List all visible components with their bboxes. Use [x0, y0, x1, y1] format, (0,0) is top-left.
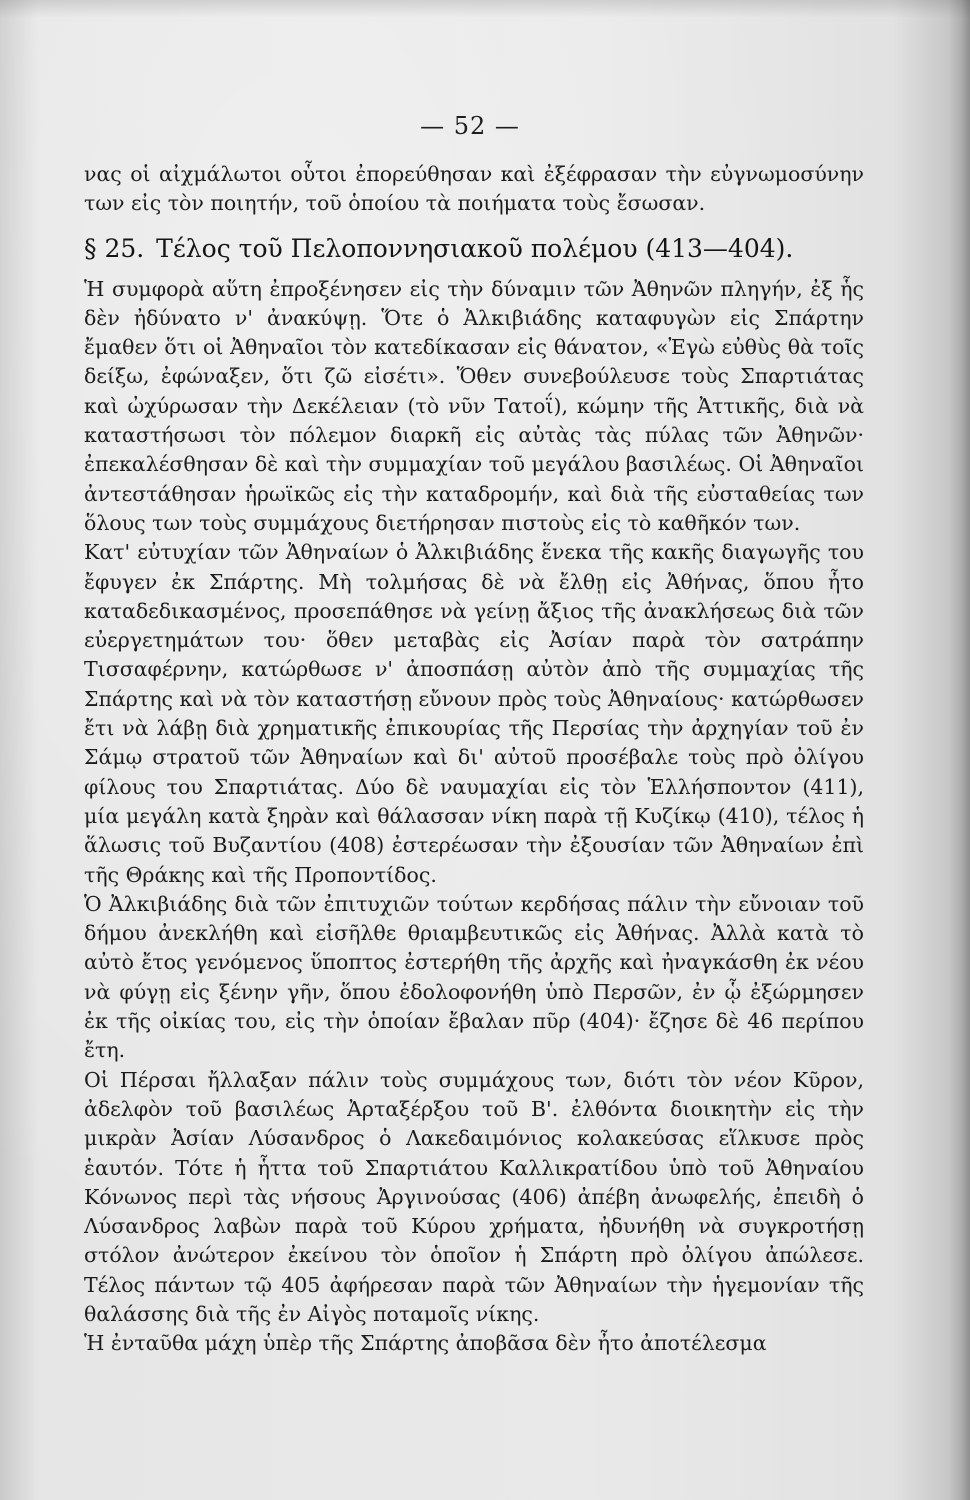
page-number: — 52 — — [420, 112, 520, 140]
section-heading — [84, 229, 864, 269]
paragraph: Ὁ Ἀλκιβιάδης διὰ τῶν ἐπιτυχιῶν τούτων κερδήσας πάλιν τὴν εὔνοιαν τοῦ δήμου ἀνεκλήθη καὶ εἰσῆλθε θριαμβευτικῶς εἰς Ἀθήνας. Ἀλλὰ κατὰ τὸ αὐτὸ ἔτος γενόμενος ὕποπτος ἐστερήθη τῆς ἀρχῆς καὶ ἠναγκάσθη ἐκ νέου νὰ φύγῃ εἰς ξένην γῆν, ὅπου ἐδολοφονήθη ὑπὸ Περσῶν, ἐν ᾧ ἐξώρμησεν ἐκ τῆς οἰκίας του, εἰς τὴν ὁποίαν ἔβαλαν πῦρ (404)· ἔζησε δὲ 46 περίπου ἔτη. — [84, 891, 864, 1063]
paragraph: Ἡ ἐνταῦθα μάχη ὑπὲρ τῆς Σπάρτης ἀποβᾶσα δὲν ἦτο ἀποτέλεσμα — [84, 1331, 767, 1356]
page-top-shadow — [0, 0, 970, 18]
body-text — [84, 160, 864, 1359]
page-right-shadow — [948, 0, 970, 1500]
continuation-paragraph: νας οἱ αἰχμάλωτοι οὗτοι ἐπορεύθησαν καὶ ἐξέφρασαν τὴν εὐγνωμοσύνην των εἰς τὸν ποιητήν, τοῦ ὁποίου τὰ ποιήματα τοὺς ἔσωσαν. — [84, 162, 864, 216]
paragraph: Οἱ Πέρσαι ἤλλαξαν πάλιν τοὺς συμμάχους των, διότι τὸν νέον Κῦρον, ἀδελφὸν τοῦ βασιλέως Ἀρταξέρξου τοῦ Β'. ἐλθόντα διοικητὴν εἰς τὴν μικρὰν Ἀσίαν Λύσανδρος ὁ Λακεδαιμόνιος κολακεύσας εἵλκυσε πρὸς ἑαυτόν. Τότε ἡ ἧττα τοῦ Σπαρτιάτου Καλλικρατίδου ὑπὸ τοῦ Ἀθηναίου Κόνωνος περὶ τὰς νήσους Ἀργινούσας (406) ἀπέβη ἀνωφελής, ἐπειδὴ ὁ Λύσανδρος λαβὼν παρὰ τοῦ Κύρου χρήματα, ἠδυνήθη νὰ συγκροτήσῃ στόλον ἀνώτερον ἐκείνου τὸν ὁποῖον ἡ Σπάρτη πρὸ ὀλίγου ἀπώλεσε. Τέλος πάντων τῷ 405 ἀφήρεσαν παρὰ τῶν Ἀθηναίων τὴν ἡγεμονίαν τῆς θαλάσσης διὰ τῆς ἐν Αἰγὸς ποταμοῖς νίκης. — [84, 1067, 864, 1326]
section-title: Τέλος τοῦ Πελοποννησιακοῦ πολέμου (413—404). — [156, 233, 794, 263]
section-number: § 25. — [84, 233, 145, 263]
paragraph: Ἡ συμφορὰ αὕτη ἐπροξένησεν εἰς τὴν δύναμιν τῶν Ἀθηνῶν πληγήν, ἐξ ἧς δὲν ἠδύνατο ν' ἀνακύψῃ. Ὅτε ὁ Ἀλκιβιάδης καταφυγὼν εἰς Σπάρτην ἔμαθεν ὅτι οἱ Ἀθηναῖοι τὸν κατεδίκασαν εἰς θάνατον, «Ἐγὼ εὐθὺς θὰ τοῖς δείξω, ἐφώναξεν, ὅτι ζῶ εἰσέτι». Ὅθεν συνεβούλευσε τοὺς Σπαρτιάτας καὶ ὠχύρωσαν τὴν Δεκέλειαν (τὸ νῦν Τατοΐ), κώμην τῆς Ἀττικῆς, διὰ νὰ καταστήσωσι τὸν πόλεμον διαρκῆ εἰς αὐτὰς τὰς πύλας τῶν Ἀθηνῶν· ἐπεκαλέσθησαν δὲ καὶ τὴν συμμαχίαν τοῦ μεγάλου βασιλέως. Οἱ Ἀθηναῖοι ἀντεστάθησαν ἡρωϊκῶς εἰς τὴν καταδρομήν, καὶ διὰ τῆς εὐσταθείας των ὅλους των τοὺς συμμάχους διετήρησαν πιστοὺς εἰς τὸ καθῆκόν των. — [84, 276, 864, 535]
paragraph: Κατ' εὐτυχίαν τῶν Ἀθηναίων ὁ Ἀλκιβιάδης ἕνεκα τῆς κακῆς διαγωγῆς του ἔφυγεν ἐκ Σπάρτης. Μὴ τολμήσας δὲ νὰ ἔλθῃ εἰς Ἀθήνας, ὅπου ἦτο καταδεδικασμένος, προσεπάθησε νὰ γείνῃ ἄξιος τῆς ἀνακλήσεως διὰ τῶν εὐεργετημάτων του· ὅθεν μεταβὰς εἰς Ἀσίαν παρὰ τὸν σατράπην Τισσαφέρνην, κατώρθωσε ν' ἀποσπάσῃ αὐτὸν ἀπὸ τῆς συμμαχίας τῆς Σπάρτης καὶ νὰ τὸν καταστήσῃ εὔνουν πρὸς τοὺς Ἀθηναίους· κατώρθωσεν ἔτι νὰ λάβῃ διὰ χρηματικῆς ἐπικουρίας τῆς Περσίας τὴν ἀρχηγίαν τοῦ ἐν Σάμῳ στρατοῦ τῶν Ἀθηναίων καὶ δι' αὐτοῦ προσέβαλε τοὺς πρὸ ὀλίγου φίλους του Σπαρτιάτας. Δύο δὲ ναυμαχίαι εἰς τὸν Ἑλλήσποντον (411), μία μεγάλη κατὰ ξηρὰν καὶ θάλασσαν νίκη παρὰ τῇ Κυζίκῳ (410), τέλος ἡ ἅλωσις τοῦ Βυζαντίου (408) ἐστερέωσαν τὴν ἐξουσίαν τῶν Ἀθηναίων ἐπὶ τῆς Θράκης καὶ τῆς Προποντίδος. — [84, 540, 864, 887]
